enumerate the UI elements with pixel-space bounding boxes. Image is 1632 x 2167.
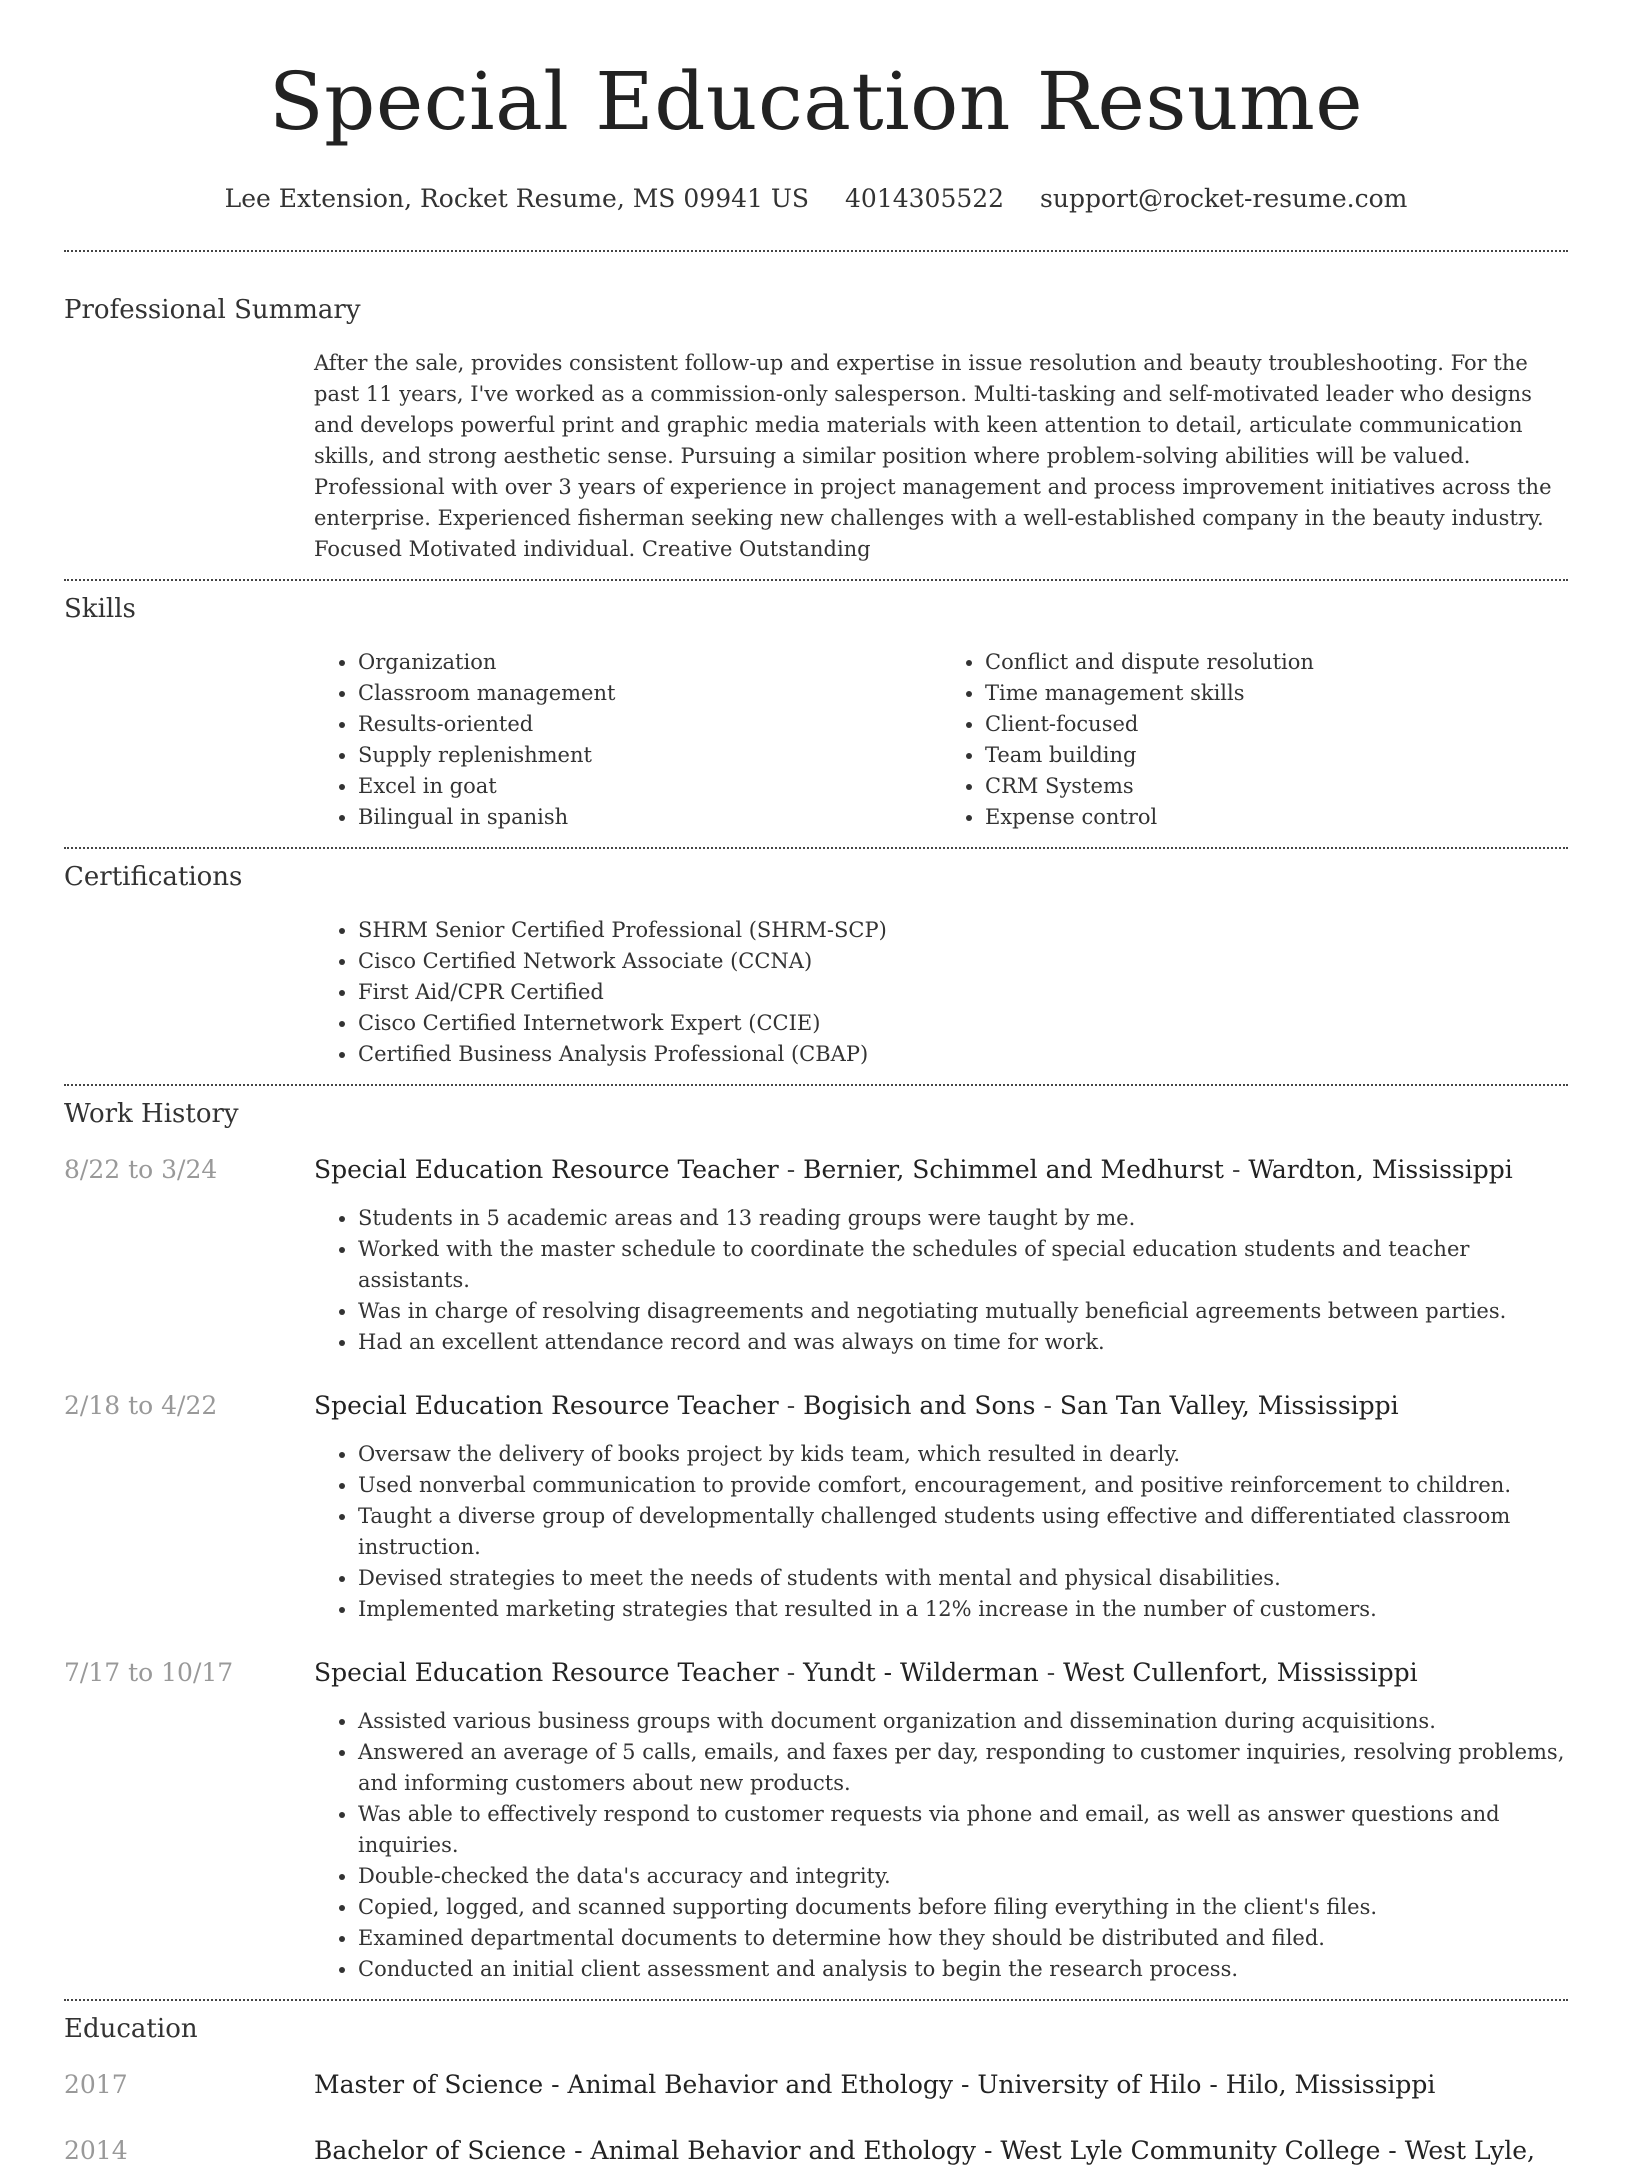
education-heading: Master of Science - Animal Behavior and Ethology - University of Hilo - Hilo, Mississippi [314,2070,1436,2099]
list-item: • Had an excellent attendance record and was always on time for work. [358,1327,1568,1358]
education-entry [64,2135,1568,2167]
job-date: 2/18 to 4/22 [64,1391,218,1420]
job-role: Special Education Resource Teacher [314,1155,779,1184]
job-date: 7/17 to 10/17 [64,1658,234,1687]
list-item: • Was in charge of resolving disagreements and negotiating mutually beneficial agreements between parties. [358,1296,1568,1327]
list-item: • Used nonverbal communication to provide comfort, encouragement, and positive reinforcement to children. [358,1470,1568,1501]
section-title-work: Work History [64,1099,239,1129]
job-entry [64,1154,1568,1358]
list-item: • Certified Business Analysis Professional (CBAP) [358,1039,1568,1070]
job-employer: Yundt - Wilderman [803,1658,1039,1687]
list-item: • Was able to effectively respond to customer requests via phone and email, as well as answer questions and inquiries. [358,1799,1568,1861]
divider [64,250,1568,252]
list-item: • Organization [358,647,941,678]
list-item: • Results-oriented [358,709,941,740]
job-entry [64,1390,1568,1625]
job-location: West Cullenfort, Mississippi [1063,1658,1418,1687]
list-item: • Examined departmental documents to determine how they should be distributed and filed. [358,1923,1568,1954]
job-bullets [314,1706,1568,1985]
contact-address: Lee Extension, Rocket Resume, MS 09941 US [224,184,810,213]
skills-column-left [314,647,941,833]
education-entry [64,2069,1568,2101]
list-item: • First Aid/CPR Certified [358,977,1568,1008]
job-employer: Bernier, Schimmel and Medhurst [803,1155,1224,1184]
job-bullets [314,1439,1568,1625]
list-item: • Classroom management [358,678,941,709]
education-date: 2017 [64,2070,128,2099]
job-employer: Bogisich and Sons [803,1391,1036,1420]
list-item: • Worked with the master schedule to coordinate the schedules of special education students and teacher assistants. [358,1234,1568,1296]
section-title-education: Education [64,2014,198,2044]
divider [64,847,1568,849]
job-location: San Tan Valley, Mississippi [1059,1391,1399,1420]
list-item: • Bilingual in spanish [358,802,941,833]
job-date: 8/22 to 3/24 [64,1155,218,1184]
resume-title: Special Education Resume [268,55,1364,148]
certifications-list [314,915,1568,1070]
contact-phone: 4014305522 [845,184,1005,213]
list-item: • Cisco Certified Internetwork Expert (CCIE) [358,1008,1568,1039]
divider [64,1084,1568,1086]
list-item: • Assisted various business groups with document organization and dissemination during acquisitions. [358,1706,1568,1737]
list-item: • Answered an average of 5 calls, emails, and faxes per day, responding to customer inquiries, resolving problems, and informing customers about new products. [358,1737,1568,1799]
section-title-certifications: Certifications [64,862,243,892]
job-role: Special Education Resource Teacher [314,1658,779,1687]
list-item: • Time management skills [985,678,1568,709]
list-item: • Oversaw the delivery of books project by kids team, which resulted in dearly. [358,1439,1568,1470]
list-item: • Supply replenishment [358,740,941,771]
list-item: • Double-checked the data's accuracy and integrity. [358,1861,1568,1892]
job-bullets [314,1203,1568,1358]
list-item: • Students in 5 academic areas and 13 reading groups were taught by me. [358,1203,1568,1234]
section-title-skills: Skills [64,594,136,624]
job-heading: Special Education Resource Teacher - Yundt - Wilderman - West Cullenfort, Mississippi [314,1658,1418,1687]
list-item: • Client-focused [985,709,1568,740]
list-item: • Implemented marketing strategies that resulted in a 12% increase in the number of customers. [358,1594,1568,1625]
list-item: • Taught a diverse group of developmentally challenged students using effective and differentiated classroom instruction. [358,1501,1568,1563]
education-heading: Bachelor of Science - Animal Behavior and Ethology - West Lyle Community College - West Lyle, [314,2136,1535,2165]
job-location: Wardton, Mississippi [1248,1155,1513,1184]
list-item: • CRM Systems [985,771,1568,802]
job-role: Special Education Resource Teacher [314,1391,779,1420]
list-item: • Expense control [985,802,1568,833]
list-item: • Conflict and dispute resolution [985,647,1568,678]
divider [64,1999,1568,2001]
job-heading: Special Education Resource Teacher - Bernier, Schimmel and Medhurst - Wardton, Mississippi [314,1155,1513,1184]
list-item: • SHRM Senior Certified Professional (SHRM-SCP) [358,915,1568,946]
list-item: • Cisco Certified Network Associate (CCNA) [358,946,1568,977]
divider [64,579,1568,581]
list-item: • Excel in goat [358,771,941,802]
job-entry [64,1657,1568,1985]
list-item: • Devised strategies to meet the needs of students with mental and physical disabilities. [358,1563,1568,1594]
education-date: 2014 [64,2136,128,2165]
summary-text: After the sale, provides consistent follow-up and expertise in issue resolution and beauty troubleshooting. For the past 11 years, I've worked as a commission-only salesperson. Multi-tasking and self-motivated leader who designs and develops powerful print and graphic media materials with keen attention to detail, articulate communication skills, and strong aesthetic sense. Pursuing a similar position where problem-solving abilities will be valued. Professional with over 3 years of experience in project management and process improvement initiatives across the enterprise. Experienced fisherman seeking new challenges with a well-established company in the beauty industry. Focused Motivated individual. Creative Outstanding [314,351,1552,561]
contact-email: support@rocket-resume.com [1040,184,1408,213]
skills-list [314,647,1568,833]
job-heading: Special Education Resource Teacher - Bogisich and Sons - San Tan Valley, Mississippi [314,1391,1399,1420]
list-item: • Copied, logged, and scanned supporting documents before filing everything in the client's files. [358,1892,1568,1923]
contact-line [64,184,1568,214]
resume-page [64,0,1568,2167]
list-item: • Conducted an initial client assessment and analysis to begin the research process. [358,1954,1568,1985]
skills-column-right [941,647,1568,833]
list-item: • Team building [985,740,1568,771]
section-title-summary: Professional Summary [64,295,361,325]
